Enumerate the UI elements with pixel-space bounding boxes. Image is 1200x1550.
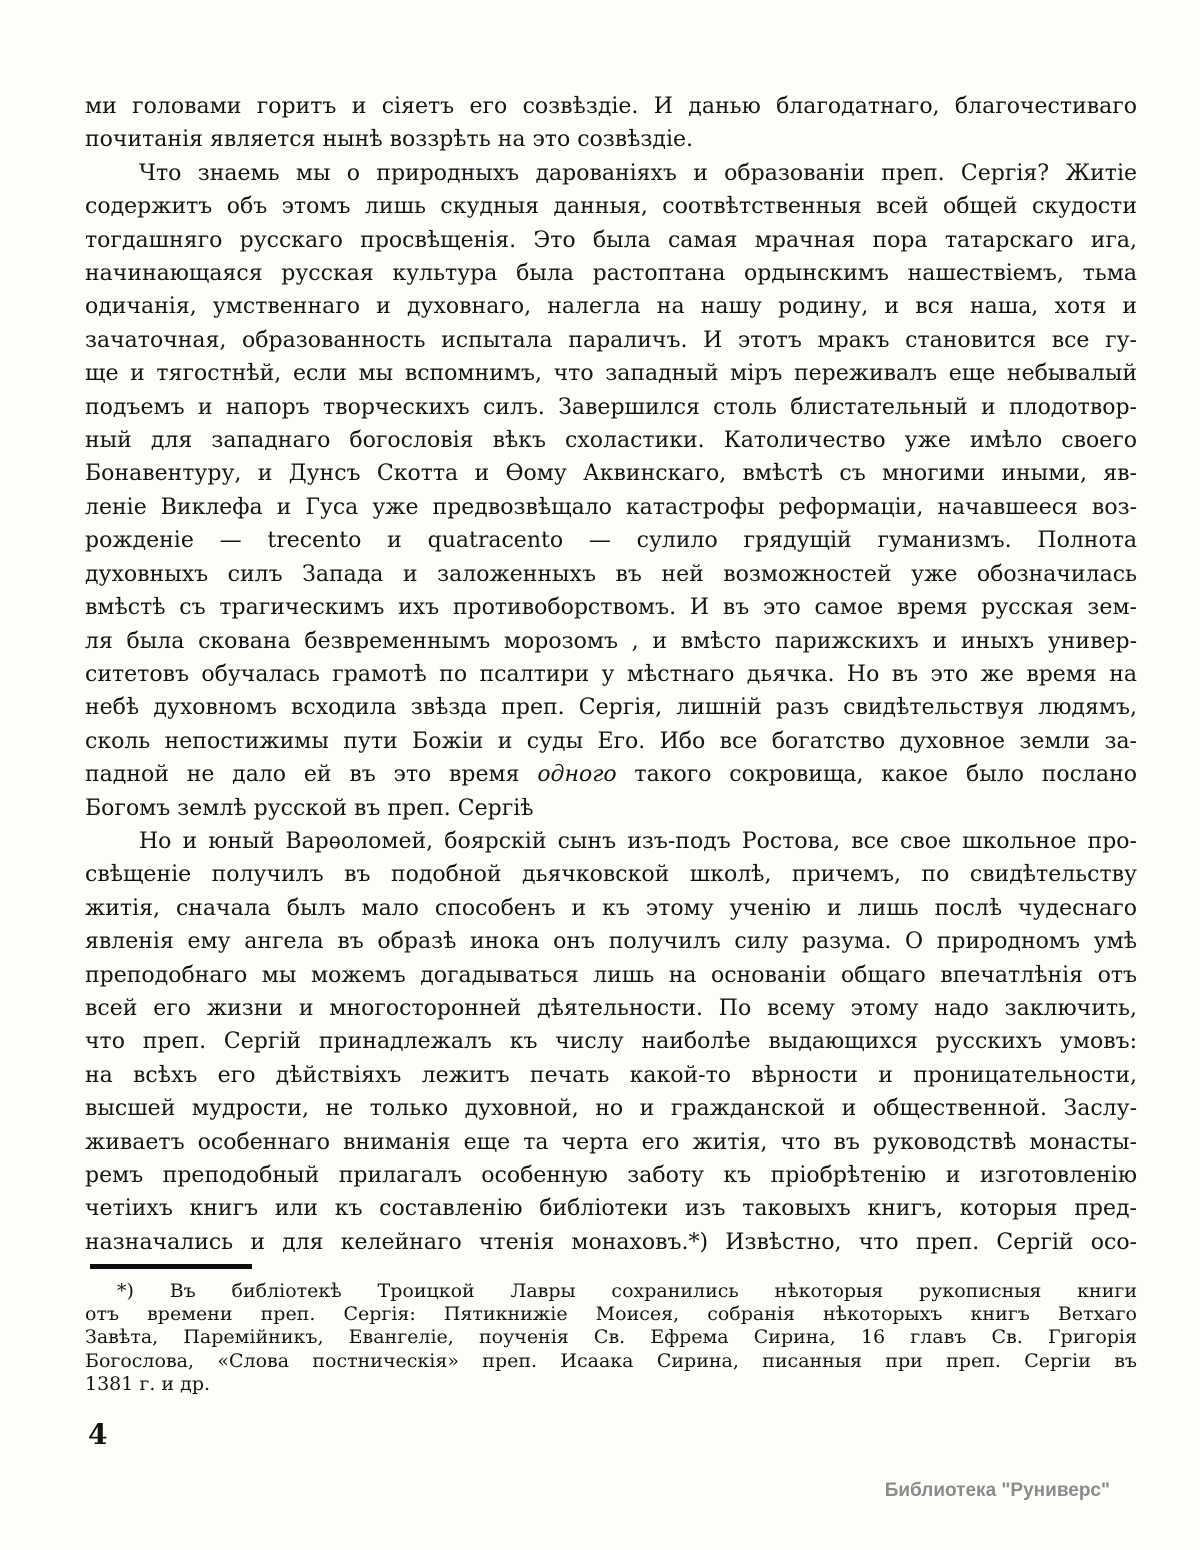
watermark: Библиотека "Руниверс" bbox=[884, 1480, 1110, 1501]
text-line: леніе Виклефа и Гуса уже предвозвѣщало катастрофы реформаціи, начавшееся воз- bbox=[85, 494, 1137, 520]
text-line: почитанія является нынѣ воззрѣть на это созвѣздіе. bbox=[85, 127, 694, 153]
text-line: живаетъ особеннаго вниманія еще та черта его житія, что въ руководствѣ монасты- bbox=[85, 1129, 1137, 1155]
text-line: Бонавентуру, и Дунсъ Скотта и Ѳому Аквинскаго, вмѣстѣ съ многими иными, яв- bbox=[85, 461, 1137, 487]
text-line: Но и юный Варѳоломей, боярскій сынъ изъ-подъ Ростова, все свое школьное про- bbox=[139, 828, 1137, 854]
text-line: ми головами горитъ и сіяетъ его созвѣздіе. И данью благодатнаго, благочестиваго bbox=[85, 94, 1137, 119]
text-line: ще и тягостнѣй, если мы вспомнимъ, что западный міръ переживалъ еще небывалый bbox=[85, 361, 1137, 387]
body-text bbox=[85, 90, 1137, 1259]
text-line: сколь непостижимы пути Божіи и суды Его. Ибо все богатство духовное земли за- bbox=[85, 728, 1137, 754]
text-line: небѣ духовномъ всходила звѣзда преп. Сергія, лишній разъ свидѣтельствуя людямъ, bbox=[85, 695, 1137, 721]
text-line: вмѣстѣ съ трагическимъ ихъ противоборствомъ. И въ это самое время русская зем- bbox=[85, 595, 1137, 621]
footnote bbox=[85, 1280, 1137, 1396]
text-line: высшей мудрости, не только духовной, но и гражданской и общественной. Заслу- bbox=[85, 1096, 1137, 1122]
text-line: явленія ему ангела въ образѣ инока онъ получилъ силу разума. О природномъ умѣ bbox=[85, 929, 1137, 955]
text-segment: падной не дало ей въ это время bbox=[85, 762, 538, 788]
text-line: Богомъ землѣ русской въ преп. Сергіѣ bbox=[85, 795, 534, 821]
text-line: ремъ преподобный прилагалъ особенную заботу къ пріобрѣтенію и изготовленію bbox=[85, 1163, 1137, 1188]
text-line: подъемъ и напоръ творческихъ силъ. Завершился столь блистательный и плодотвор- bbox=[85, 394, 1137, 420]
text-line: четіихъ книгъ или къ составленію библіотеки изъ таковыхъ книгъ, которыя пред- bbox=[85, 1196, 1137, 1222]
text-segment: такого сокровища, какое было послано bbox=[616, 762, 1137, 788]
text-line: отъ времени преп. Сергія: Пятикнижіе Моисея, собранія нѣкоторыхъ книгъ Ветхаго bbox=[85, 1303, 1137, 1326]
text-line bbox=[85, 758, 1137, 791]
text-line: *) Въ библіотекѣ Троицкой Лавры сохранились нѣкоторыя рукописныя книги bbox=[117, 1280, 1137, 1302]
text-line: ля была скована безвременнымъ морозомъ , и вмѣсто парижскихъ и иныхъ универ- bbox=[85, 628, 1137, 654]
text-line: ный для западнаго богословія вѣкъ схоластики. Католичество уже имѣло своего bbox=[85, 428, 1137, 454]
text-line: преподобнаго мы можемъ догадываться лишь на основаніи общаго впечатлѣнія отъ bbox=[85, 962, 1137, 988]
text-line: тогдашняго русскаго просвѣщенія. Это была самая мрачная пора татарскаго ига, bbox=[85, 227, 1137, 253]
text-line: начинающаяся русская культура была растоптана ордынскимъ нашествіемъ, тьма bbox=[85, 261, 1137, 287]
text-line: Богослова, «Слова постническія» преп. Исаака Сирина, писанныя при преп. Сергіи въ bbox=[85, 1349, 1137, 1372]
text-line: зачаточная, образованность испытала параличъ. И этотъ мракъ становится все гу- bbox=[85, 327, 1137, 353]
text-line: всей его жизни и многосторонней дѣятельности. По всему этому надо заключить, bbox=[85, 995, 1137, 1021]
emphasized-text: одного bbox=[537, 762, 617, 788]
text-line: житія, сначала былъ мало способенъ и къ этому ученію и лишь послѣ чудеснаго bbox=[85, 895, 1137, 921]
text-line: Завѣта, Паремійникъ, Евангеліе, поученія Св. Ефрема Сирина, 16 главъ Св. Григорія bbox=[85, 1326, 1137, 1349]
text-line: Что знаемь мы о природныхъ дарованіяхъ и образованіи преп. Сергія? Житіе bbox=[139, 160, 1137, 186]
text-line: свѣщеніе получилъ въ подобной дьячковской школѣ, причемъ, по свидѣтельству bbox=[85, 862, 1137, 888]
text-line: что преп. Сергій принадлежалъ къ числу наиболѣе выдающихся русскихъ умовъ: bbox=[85, 1029, 1137, 1055]
text-line: одичанія, умственнаго и духовнаго, налегла на нашу родину, и вся наша, хотя и bbox=[85, 294, 1137, 320]
text-line: содержитъ объ этомъ лишь скудныя данныя, соотвѣтственныя всей общей скудости bbox=[85, 194, 1137, 220]
text-line: назначались и для келейнаго чтенія монаховъ.*) Извѣстно, что преп. Сергій осо- bbox=[85, 1229, 1137, 1255]
text-line: 1381 г. и др. bbox=[85, 1372, 211, 1395]
text-line: ситетовъ обучалась грамотѣ по псалтири у мѣстнаго дьячка. Но въ это же время на bbox=[85, 661, 1137, 687]
text-line: на всѣхъ его дѣйствіяхъ лежитъ печать какой-то вѣрности и проницательности, bbox=[85, 1062, 1137, 1088]
footnote-separator bbox=[90, 1264, 252, 1269]
page-number: 4 bbox=[88, 1418, 108, 1451]
text-line: духовныхъ силъ Запада и заложенныхъ въ ней возможностей уже обозначилась bbox=[85, 561, 1137, 587]
text-line: рожденіе — trecento и quatracento — сулило грядущій гуманизмъ. Полнота bbox=[85, 528, 1137, 554]
